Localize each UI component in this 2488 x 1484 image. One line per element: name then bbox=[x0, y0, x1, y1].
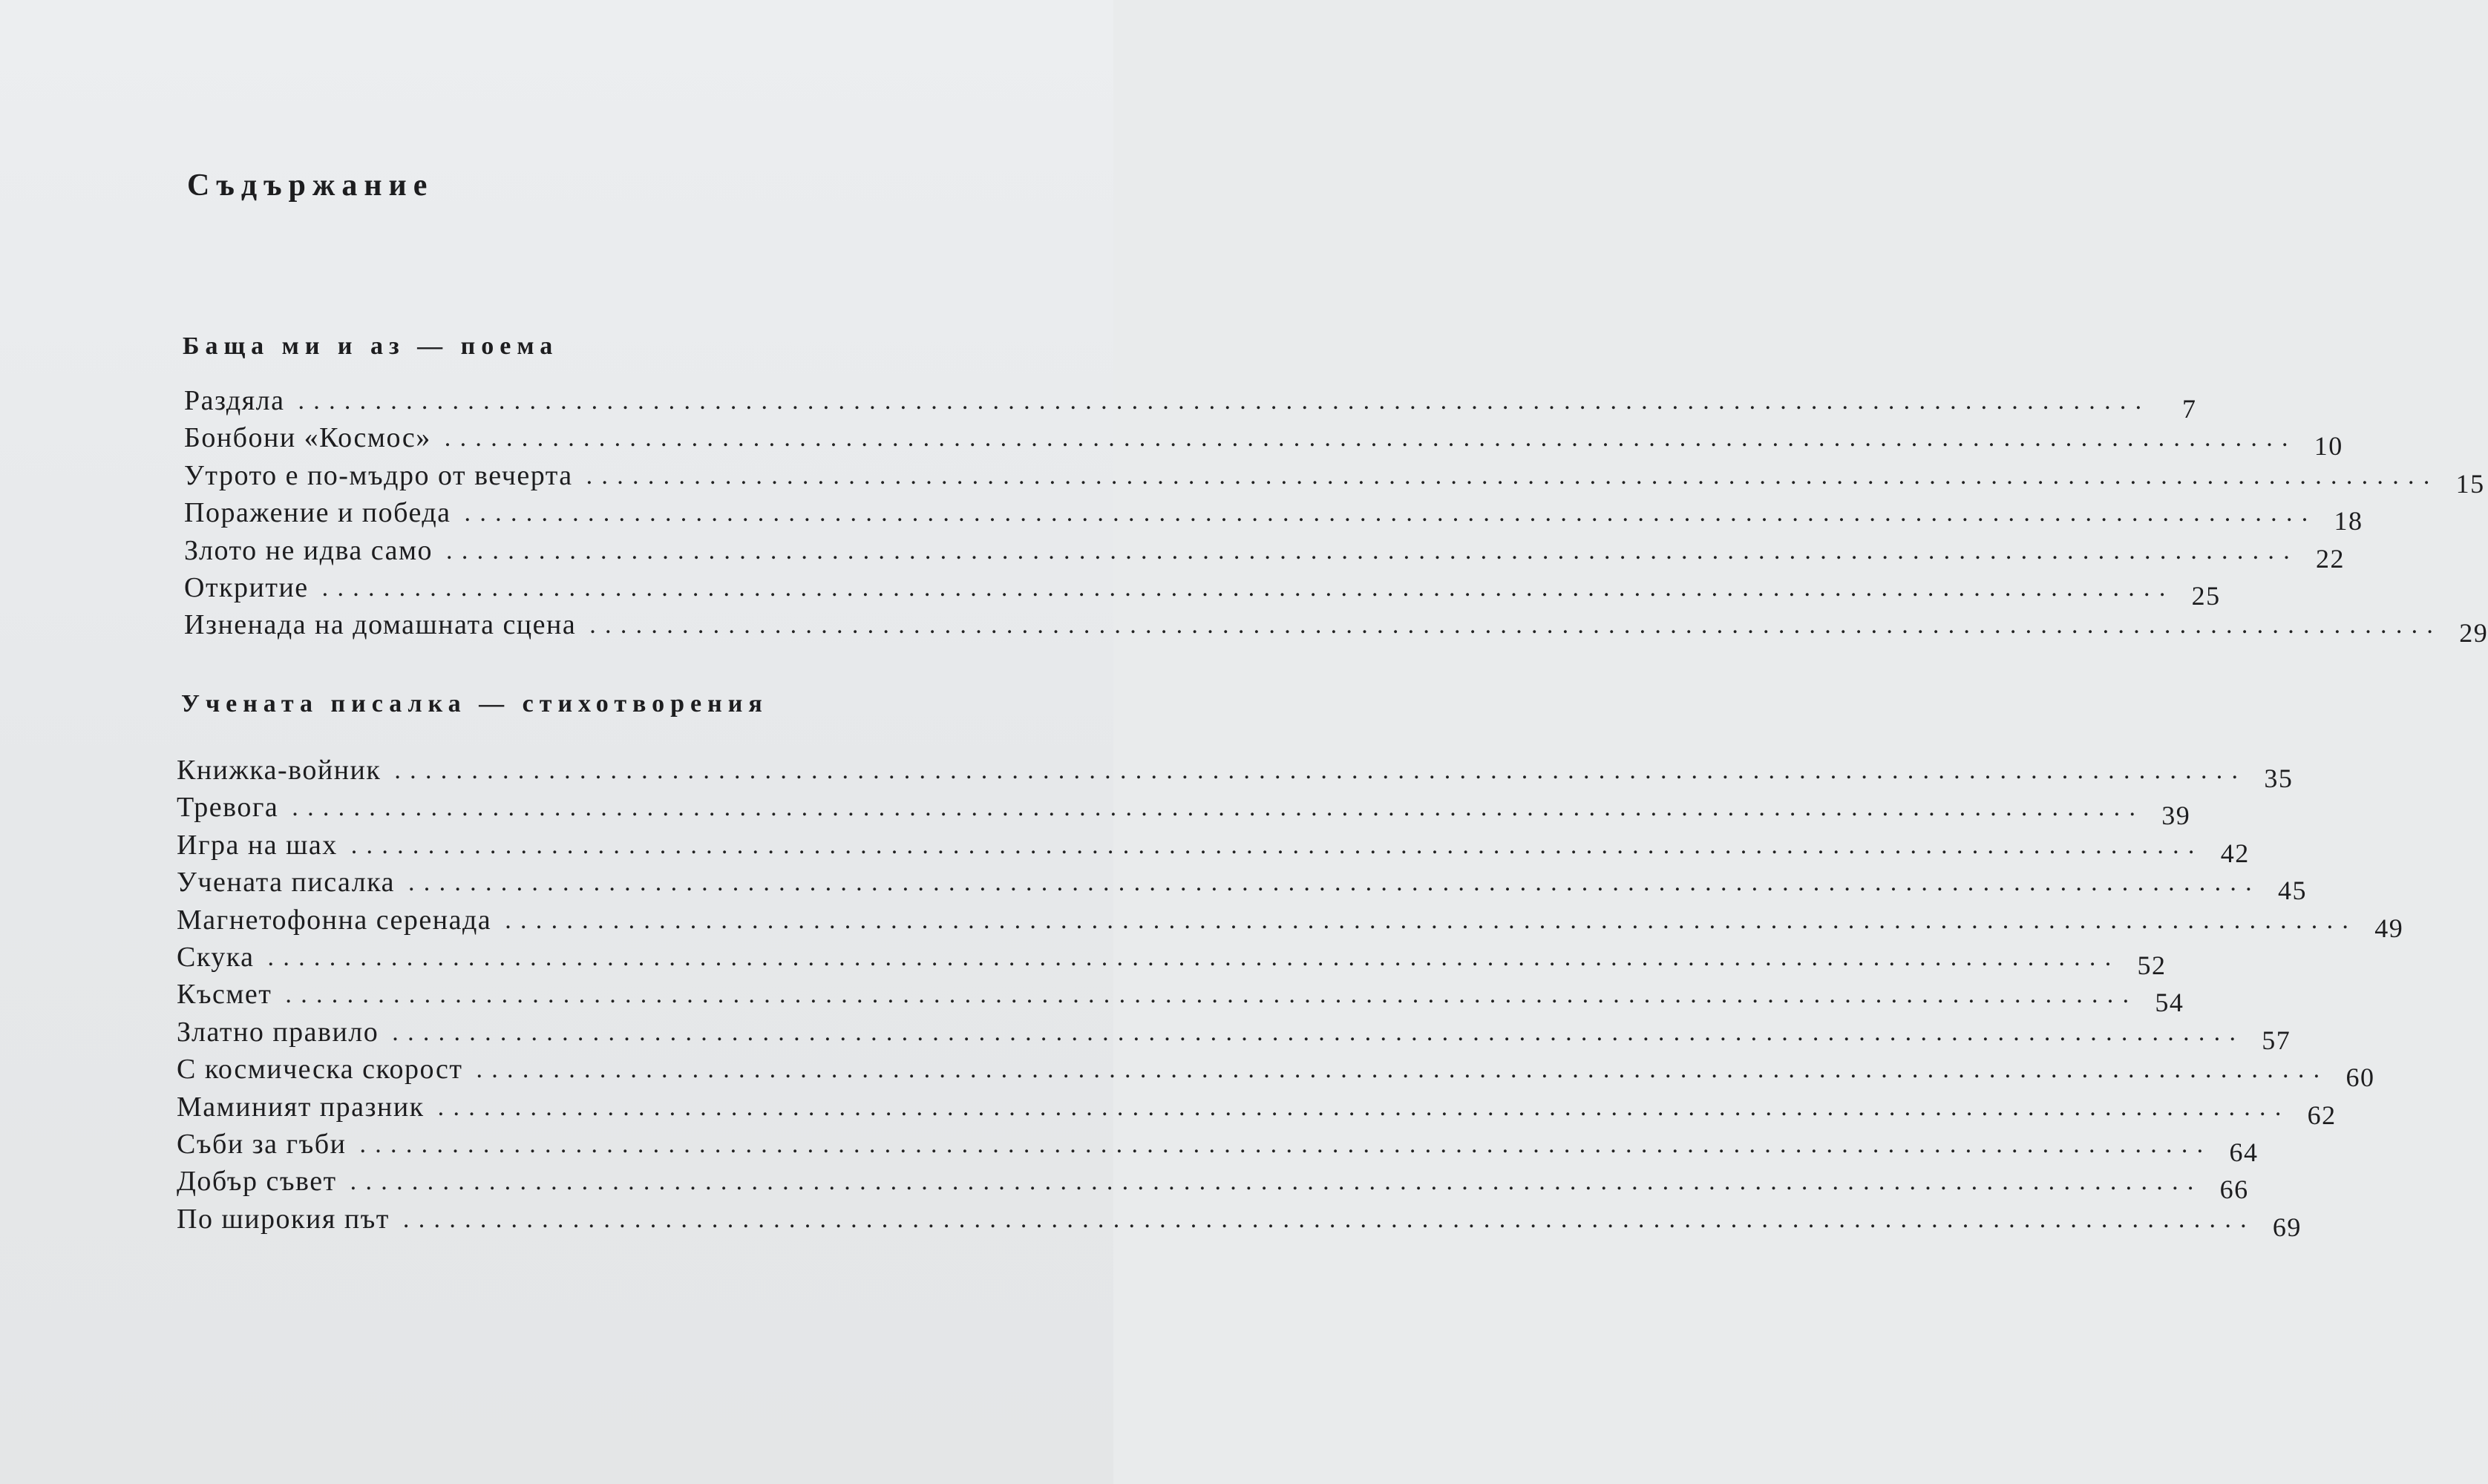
toc-entry bbox=[184, 455, 2485, 499]
entry-title: Магнетофонна серенада bbox=[177, 904, 492, 936]
page-number: 62 bbox=[2307, 1100, 2337, 1130]
entry-title: Раздяла bbox=[184, 385, 285, 416]
toc-entry bbox=[184, 530, 2345, 574]
toc-entry bbox=[184, 604, 2488, 649]
toc-entry bbox=[177, 861, 2307, 906]
entry-title: По широкия път bbox=[177, 1203, 390, 1235]
dot-leader: ........................................................................................................................ bbox=[350, 831, 2204, 859]
page-number: 18 bbox=[2334, 506, 2363, 536]
entry-title: Скука bbox=[177, 942, 255, 973]
dot-leader: ........................................................................................................................ bbox=[446, 536, 2299, 565]
entry-title: С космическа скорост bbox=[177, 1054, 463, 1086]
dot-leader: ........................................................................................................................ bbox=[298, 387, 2151, 415]
page-number: 66 bbox=[2219, 1175, 2249, 1205]
page-number: 29 bbox=[2459, 618, 2488, 649]
page-number: 10 bbox=[2314, 431, 2343, 462]
entry-title: Поражение и победа bbox=[184, 497, 451, 529]
toc-entry bbox=[184, 567, 2221, 611]
page-number: 57 bbox=[2262, 1025, 2291, 1055]
toc-entry bbox=[177, 1160, 2249, 1205]
dot-leader: ........................................................................................................................ bbox=[392, 1018, 2245, 1046]
entry-title: Съби за гъби bbox=[177, 1129, 347, 1160]
dot-leader: ........................................................................................................................ bbox=[437, 1093, 2291, 1121]
entry-title: Маминият празник bbox=[177, 1091, 425, 1123]
page-number: 22 bbox=[2316, 543, 2345, 574]
dot-leader: ........................................................................................................................ bbox=[402, 1205, 2256, 1233]
toc-entry bbox=[177, 787, 2191, 831]
dot-leader: ........................................................................................................................ bbox=[505, 906, 2358, 934]
entry-title: Добър съвет bbox=[177, 1166, 337, 1198]
entry-title: Книжка-войник bbox=[177, 755, 382, 786]
dot-leader: ........................................................................................................................ bbox=[444, 424, 2297, 453]
page-number: 64 bbox=[2229, 1137, 2259, 1167]
toc-entry bbox=[184, 417, 2343, 462]
dot-leader: ........................................................................................................................ bbox=[476, 1056, 2329, 1084]
dot-leader: ........................................................................................................................ bbox=[586, 462, 2439, 490]
entry-title: Златно правило bbox=[177, 1016, 379, 1048]
dot-leader: ........................................................................................................................ bbox=[464, 499, 2317, 528]
dot-leader: ........................................................................................................................ bbox=[407, 869, 2261, 897]
dot-leader: ........................................................................................................................ bbox=[285, 981, 2138, 1009]
page-number: 15 bbox=[2455, 468, 2485, 499]
toc-entry bbox=[177, 749, 2294, 793]
page-number: 35 bbox=[2264, 764, 2294, 793]
toc-entry bbox=[177, 1011, 2291, 1055]
toc-entry bbox=[177, 1048, 2375, 1093]
entry-title: Бонбони «Космос» bbox=[184, 422, 431, 454]
page-number: 39 bbox=[2161, 801, 2191, 831]
page-number: 45 bbox=[2277, 876, 2307, 906]
toc-entry bbox=[177, 936, 2167, 980]
page-number: 25 bbox=[2191, 581, 2221, 611]
dot-leader: ........................................................................................................................ bbox=[359, 1131, 2213, 1158]
entry-title: Откритие bbox=[184, 572, 309, 603]
toc-entry bbox=[177, 1123, 2259, 1167]
toc-entry bbox=[177, 974, 2184, 1018]
toc-entry bbox=[177, 1198, 2302, 1242]
entry-title: Изненада на домашната сцена bbox=[184, 609, 577, 641]
dot-leader: ........................................................................................................................ bbox=[321, 574, 2175, 602]
page-number: 42 bbox=[2220, 838, 2250, 868]
page-number: 52 bbox=[2137, 951, 2167, 980]
toc-entry bbox=[177, 899, 2404, 943]
dot-leader: ........................................................................................................................ bbox=[350, 1168, 2203, 1196]
entry-title: Тревога bbox=[177, 792, 279, 824]
page-title: Съдържание bbox=[187, 168, 434, 203]
toc-entry bbox=[184, 380, 2197, 424]
entry-title: Учената писалка bbox=[177, 867, 395, 899]
page-number: 60 bbox=[2345, 1063, 2375, 1093]
dot-leader: ........................................................................................................................ bbox=[292, 794, 2145, 822]
entry-title: Утрото е по-мъдро от вечерта bbox=[184, 459, 573, 491]
section-title: Учената писалка — стихотворения bbox=[181, 690, 768, 718]
page-number: 54 bbox=[2155, 988, 2184, 1018]
dot-leader: ........................................................................................................................ bbox=[394, 757, 2248, 784]
page-number: 7 bbox=[2181, 394, 2197, 424]
entry-title: Игра на шах bbox=[177, 829, 338, 861]
entry-title: Късмет bbox=[177, 979, 272, 1011]
page-number: 49 bbox=[2374, 913, 2404, 943]
toc-entry bbox=[177, 824, 2250, 868]
entry-title: Злото не идва само bbox=[184, 534, 433, 566]
toc-entry bbox=[184, 492, 2363, 536]
dot-leader: ........................................................................................................................ bbox=[267, 944, 2121, 971]
section-title: Баща ми и аз — поема bbox=[183, 332, 559, 360]
dot-leader: ........................................................................................................................ bbox=[589, 611, 2443, 640]
toc-entry bbox=[177, 1086, 2337, 1130]
page-number: 69 bbox=[2272, 1212, 2302, 1242]
